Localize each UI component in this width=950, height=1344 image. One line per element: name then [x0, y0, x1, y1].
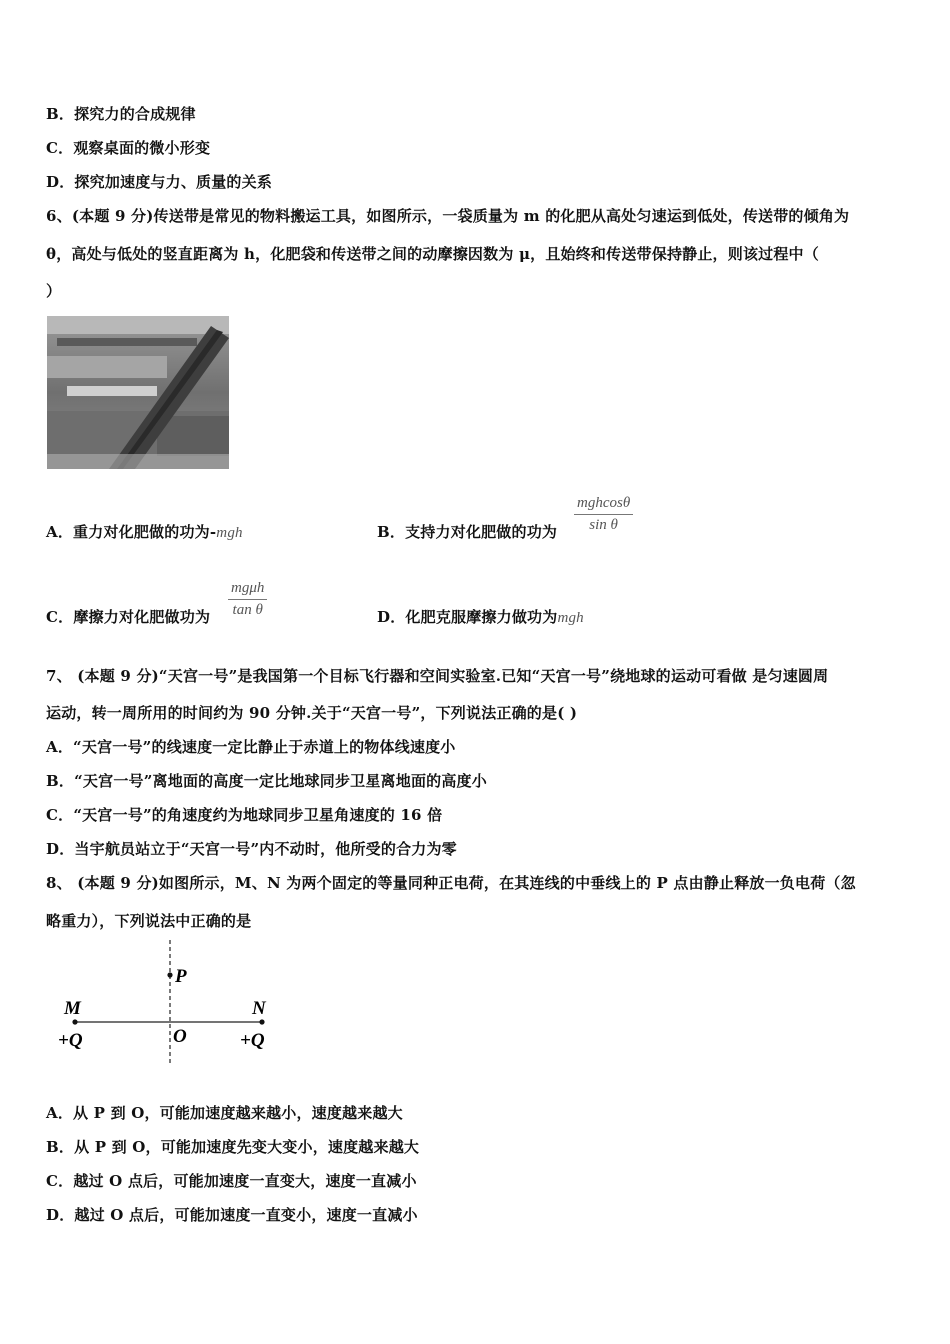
option-text: “天宫一号”离地面的高度一定比地球同步卫星离地面的高度小 — [74, 772, 487, 790]
option-text: 观察桌面的微小形变 — [73, 139, 211, 157]
option-text: 探究力的合成规律 — [74, 105, 196, 123]
q8-option-d — [46, 1204, 418, 1225]
q7-stem-line1: 7、 (本题 9 分)“天宫一号”是我国第一个目标飞行器和空间实验室.已知“天宫一号”绕地球的运动可看做 是匀速圆周 — [46, 667, 829, 685]
math-expression: mgh — [216, 525, 243, 541]
option-text: 化肥克服摩擦力做功为 — [405, 608, 558, 626]
label-charge-n: +Q — [240, 1030, 265, 1051]
option-text: 从 P 到 O，可能加速度越来越小，速度越来越大 — [73, 1104, 403, 1122]
q6-option-a — [46, 521, 243, 542]
option-text: 支持力对化肥做的功为 — [405, 523, 558, 541]
option-text: “天宫一号”的角速度约为地球同步卫星角速度的 16 倍 — [73, 806, 443, 824]
option-label: B． — [377, 523, 406, 541]
q6-stem-line1: 6、(本题 9 分)传送带是常见的物料搬运工具，如图所示，一袋质量为 m 的化肥从高处匀速运到低处，传送带的倾角为 — [46, 207, 850, 225]
q6-option-d — [377, 606, 584, 627]
charge-diagram — [50, 938, 290, 1068]
q7-option-d — [46, 838, 457, 859]
q5-option-c — [46, 137, 210, 158]
option-text: 从 P 到 O，可能加速度先变大变小，速度越来越大 — [74, 1138, 420, 1156]
option-label: B． — [46, 1138, 75, 1156]
label-charge-m: +Q — [58, 1030, 83, 1051]
option-label: D． — [46, 840, 75, 858]
option-label: A． — [46, 738, 74, 756]
q5-option-b — [46, 103, 196, 124]
option-text: 摩擦力对化肥做功为 — [73, 608, 211, 626]
option-label: A． — [46, 523, 74, 541]
label-o: O — [173, 1026, 187, 1047]
option-text: 越过 O 点后，可能加速度一直变大，速度一直减小 — [73, 1172, 417, 1190]
option-label: C． — [46, 608, 74, 626]
q8-option-c — [46, 1170, 417, 1191]
q7-option-a — [46, 736, 456, 757]
label-n: N — [252, 998, 266, 1019]
charge-m-dot — [72, 1019, 77, 1024]
option-label: D． — [46, 1206, 75, 1224]
option-label: C． — [46, 806, 74, 824]
math-expression: mgh — [557, 610, 584, 626]
option-label: D． — [377, 608, 406, 626]
q8-stem-line2: 略重力），下列说法中正确的是 — [46, 912, 252, 930]
q6-option-b-fraction — [574, 495, 633, 534]
q6-stem-line2: θ，高处与低处的竖直距离为 h，化肥袋和传送带之间的动摩擦因数为 μ，且始终和传送带保持静止，则该过程中（ — [46, 245, 819, 263]
q5-option-d — [46, 171, 272, 192]
fraction-denominator: tan θ — [232, 602, 263, 618]
q7-option-b — [46, 770, 487, 791]
option-text: “天宫一号”的线速度一定比静止于赤道上的物体线速度小 — [73, 738, 456, 756]
label-m: M — [64, 998, 81, 1019]
q6-option-b — [377, 521, 557, 542]
option-label: D． — [46, 173, 75, 191]
option-label: A． — [46, 1104, 74, 1122]
q7-option-c — [46, 804, 442, 825]
fraction-numerator: mgμh — [228, 580, 267, 600]
option-label: C． — [46, 1172, 74, 1190]
option-text: 重力对化肥做的功为- — [73, 523, 217, 541]
q8-option-a — [46, 1102, 403, 1123]
q7-stem-line2: 运动，转一周所用的时间约为 90 分钟.关于“天宫一号”，下列说法正确的是( ) — [46, 704, 578, 722]
option-label: C． — [46, 139, 74, 157]
option-text: 越过 O 点后，可能加速度一直变小，速度一直减小 — [74, 1206, 418, 1224]
option-label: B． — [46, 772, 75, 790]
point-p — [167, 972, 172, 977]
q8-option-b — [46, 1136, 419, 1157]
q8-stem-line1: 8、 (本题 9 分)如图所示，M、N 为两个固定的等量同种正电荷，在其连线的中垂线上的 P 点由静止释放一负电荷（忽 — [46, 874, 856, 892]
charge-n-dot — [259, 1019, 264, 1024]
q6-stem-line3: ） — [46, 282, 62, 300]
fraction-numerator: mghcosθ — [574, 495, 633, 515]
option-label: B． — [46, 105, 75, 123]
option-text: 探究加速度与力、质量的关系 — [74, 173, 273, 191]
label-p: P — [175, 966, 187, 987]
q6-option-c — [46, 606, 210, 627]
conveyor-belt-photo — [47, 316, 229, 469]
q6-option-c-fraction — [228, 580, 267, 619]
option-text: 当宇航员站立于“天宫一号”内不动时，他所受的合力为零 — [74, 840, 457, 858]
fraction-denominator: sin θ — [589, 517, 618, 533]
